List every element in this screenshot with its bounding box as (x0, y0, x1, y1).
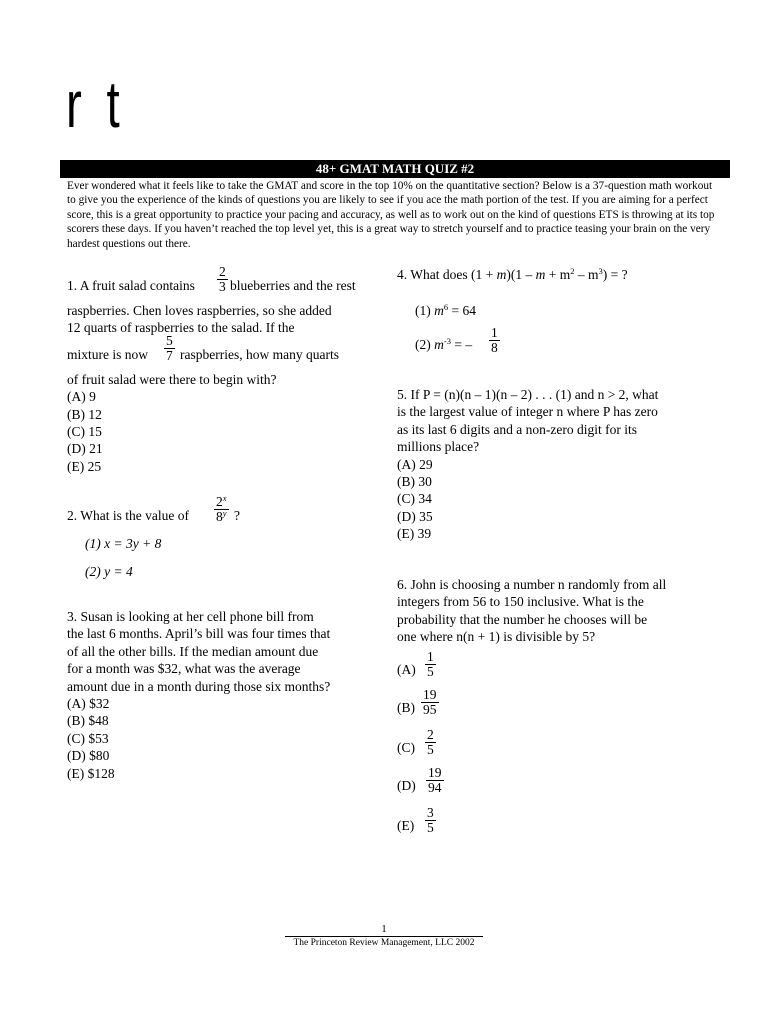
q3-line-4: for a month was $32, what was the average (67, 661, 301, 677)
quiz-title: 48+ GMAT MATH QUIZ #2 (60, 160, 730, 178)
q2-fraction-num: 2$^x$ (216, 493, 227, 509)
intro-paragraph: Ever wondered what it feels like to take the GMAT and score in the top 10% on the quantitative section? Below is a 37-question math workout to give you the experience of the kinds of questions you are likely to see if you ace the math portion of the test. If you are aiming for a perfect score, this is a great opportunity to practice your pacing and accuracy, as well as to work out on the kind of questions ETS is throwing at its top scorers these days. If you haven’t reached the top level yet, this is a great way to stretch yourself and to practice teasing your brain on the very hardest questions out there. (67, 180, 715, 250)
q6-line-2: integers from 56 to 150 inclusive. What is the (397, 594, 644, 610)
q1-text-b: blueberries and the rest (230, 278, 356, 293)
q3-option-d[interactable]: (D) $80 (67, 748, 110, 764)
q4-statement-1: (1) $m^6 = 64$ (415, 302, 476, 318)
question-5 (397, 386, 717, 543)
q5-option-a[interactable]: (A) 29 (397, 456, 433, 472)
q6-option-c[interactable]: (C) $\frac{2}{5}$ (397, 726, 434, 757)
q5-line-3: as its last 6 digits and a non-zero digit for its (397, 421, 637, 437)
q6-option-d[interactable]: (D) $\frac{19}{94}$ (397, 764, 442, 795)
page-number: 1 (381, 923, 387, 935)
q1-option-c[interactable]: (C) 15 (67, 424, 102, 440)
q2-statement-2: (2) y = 4 (85, 564, 133, 579)
q1-option-d[interactable]: (D) 21 (67, 441, 103, 457)
question-4 (397, 266, 717, 366)
q6-line-1: 6. John is choosing a number n randomly from all (397, 577, 667, 592)
q5-line-4: millions place? (397, 439, 480, 455)
q2-fraction-den: 8$^y$ (216, 508, 227, 524)
q5-option-c[interactable]: (C) 34 (397, 491, 432, 507)
q1-text-c: raspberries. Chen loves raspberries, so she added (67, 303, 332, 318)
q1-option-e[interactable]: (E) 25 (67, 458, 102, 474)
q1-option-b[interactable]: (B) 12 (67, 406, 102, 422)
logo: r t (66, 67, 126, 141)
q4-statement-2: (2) $m^{-3}$ = – $\frac{1}{8}$ (415, 325, 498, 355)
question-3 (67, 608, 377, 782)
q2-fraction (214, 495, 229, 524)
q5-option-e[interactable]: (E) 39 (397, 526, 432, 542)
q6-line-4: one where n(n + 1) is divisible by 5? (397, 629, 596, 645)
q3-option-a[interactable]: (A) $32 (67, 696, 110, 712)
q2-question-mark: ? (234, 508, 240, 523)
q1-fraction-1-den: 3 (219, 279, 226, 294)
q1-fraction-2-num: 5 (166, 332, 173, 348)
q2-stem: 2. What is the value of (67, 508, 189, 523)
q1-text-a: 1. A fruit salad contains (67, 278, 195, 293)
copyright: The Princeton Review Management, LLC 2002 (293, 938, 475, 948)
q5-option-d[interactable]: (D) 35 (397, 508, 433, 524)
q1-option-a[interactable]: (A) 9 (67, 389, 96, 405)
q1-text-g: of fruit salad were there to begin with? (67, 371, 277, 387)
q1-fraction-2 (164, 334, 175, 363)
q6-option-b[interactable]: (B) $\frac{19}{95}$ (397, 686, 437, 717)
q1-fraction-2-den: 7 (166, 347, 173, 363)
q3-line-3: of all the other bills. If the median amount due (67, 643, 319, 659)
q5-line-2: is the largest value of integer n where P has zero (397, 404, 658, 420)
q1-fraction-1 (217, 265, 228, 294)
q6-option-a[interactable]: (A) $\frac{1}{5}$ (397, 648, 434, 679)
question-2 (67, 493, 377, 587)
q3-line-2: the last 6 months. April’s bill was four times that (67, 626, 331, 642)
q4-statement-2-fraction: $\frac{1}{8}$ (491, 325, 498, 355)
q3-option-b[interactable]: (B) $48 (67, 713, 109, 729)
q6-line-3: probability that the number he chooses will be (397, 611, 648, 627)
q1-fraction-1-num: 2 (219, 264, 226, 279)
q5-option-b[interactable]: (B) 30 (397, 474, 432, 490)
q1-text-e: mixture is now (67, 346, 148, 362)
q6-option-e[interactable]: (E) $\frac{3}{5}$ (397, 804, 434, 835)
q1-text-d: 12 quarts of raspberries to the salad. If the (67, 320, 295, 336)
q5-line-1: 5. If P = (n)(n – 1)(n – 2) . . . (1) and n > 2, what (397, 387, 659, 402)
q2-statement-1: (1) x = 3y + 8 (85, 536, 162, 551)
question-6 (397, 576, 717, 846)
q3-option-e[interactable]: (E) $128 (67, 765, 115, 781)
q3-line-1: 3. Susan is looking at her cell phone bill from (67, 609, 314, 624)
q4-stem: 4. What does $(1 + m)(1 - m + m^2 - m^3)$ = ? (397, 266, 628, 282)
question-1 (67, 266, 377, 475)
q3-option-c[interactable]: (C) $53 (67, 730, 109, 746)
q1-text-f: raspberries, how many quarts (180, 346, 339, 362)
q3-line-5: amount due in a month during those six months? (67, 678, 331, 694)
